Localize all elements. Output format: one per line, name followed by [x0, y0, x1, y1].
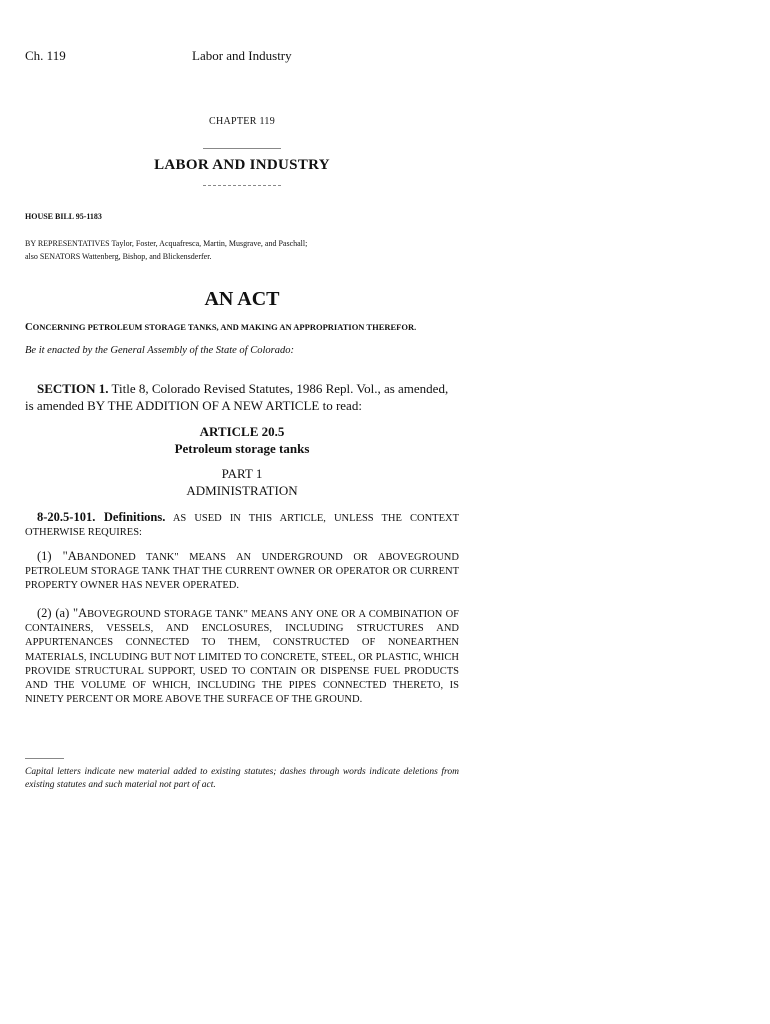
part-name: ADMINISTRATION [186, 483, 298, 498]
chapter-label: CHAPTER 119 [209, 116, 275, 127]
sponsors-representatives: BY REPRESENTATIVES Taylor, Foster, Acquafresca, Martin, Musgrave, and Paschall; [25, 239, 308, 248]
act-heading: AN ACT [204, 288, 280, 310]
sponsors-senators: also SENATORS Wattenberg, Bishop, and Blickensderfer. [25, 252, 212, 261]
running-title: Labor and Industry [192, 48, 292, 63]
definitions-label: 8-20.5-101. Definitions. [37, 510, 166, 524]
definition-abandoned-tank [25, 549, 459, 594]
part-number: PART 1 [221, 466, 263, 481]
sponsors [25, 237, 307, 263]
footnote: Capital letters indicate new material added to existing statutes; dashes through words indicate deletions from existing statutes and such material not part of act. [25, 767, 459, 790]
definitions-text: AS USED IN THIS ARTICLE, UNLESS THE CONTEXT OTHERWISE REQUIRES: [25, 513, 459, 539]
definition-1-lead: (1) "A [37, 549, 77, 563]
section-1 [25, 380, 459, 414]
definition-2-lead: (2) (a) "A [37, 606, 88, 620]
section-label: SECTION 1. [37, 381, 109, 396]
footnote-divider [25, 758, 64, 759]
title-underline [203, 185, 281, 186]
article-number: ARTICLE 20.5 [199, 424, 285, 439]
chapter-reference: Ch. 119 [25, 48, 66, 63]
definition-aboveground-tank [25, 606, 459, 707]
enacting-clause: Be it enacted by the General Assembly of the State of Colorado: [25, 345, 294, 356]
definition-1-text: BANDONED TANK" MEANS AN UNDERGROUND OR ABOVEGROUND PETROLEUM STORAGE TANK THAT THE CURRENT OWNER OR OPERATOR OR CURRENT PROPERTY OWNER HAS NEVER OPERATED. [25, 552, 459, 592]
section-text: Title 8, Colorado Revised Statutes, 1986 Repl. Vol., as amended, is amended BY THE ADDITION OF A NEW ARTICLE to read: [25, 381, 449, 413]
chapter-divider [203, 148, 281, 149]
definition-2-text: BOVEGROUND STORAGE TANK" MEANS ANY ONE OR A COMBINATION OF CONTAINERS, VESSELS, AND ENCLOSURES, INCLUDING STRUCTURES AND APPURTENANCES CONNECTED TO THEM, CONSTRUCTED OF NONEARTHEN MATERIALS, INCLUDING BUT NOT LIMITED TO CONCRETE, STEEL, OR PLASTIC, WHICH PROVIDE STRUCTURAL SUPPORT, USED TO CONTAIN OR DISPENSE FUEL PRODUCTS AND THE VOLUME OF WHICH, INCLUDING THE PIPES CONNECTED THERETO, IS NINETY PERCENT OR MORE ABOVE THE SURFACE OF THE GROUND. [25, 609, 459, 706]
part-heading [0, 465, 484, 499]
article-name: Petroleum storage tanks [174, 441, 310, 456]
chapter-title: LABOR AND INDUSTRY [154, 157, 330, 173]
bill-number: HOUSE BILL 95-1183 [25, 212, 102, 221]
act-title-text: ONCERNING PETROLEUM STORAGE TANKS, AND MAKING AN APPROPRIATION THEREFOR. [32, 322, 417, 332]
definitions-paragraph [25, 510, 459, 540]
act-title [25, 322, 416, 333]
article-heading [0, 423, 484, 457]
act-title-initial: C [25, 322, 33, 333]
